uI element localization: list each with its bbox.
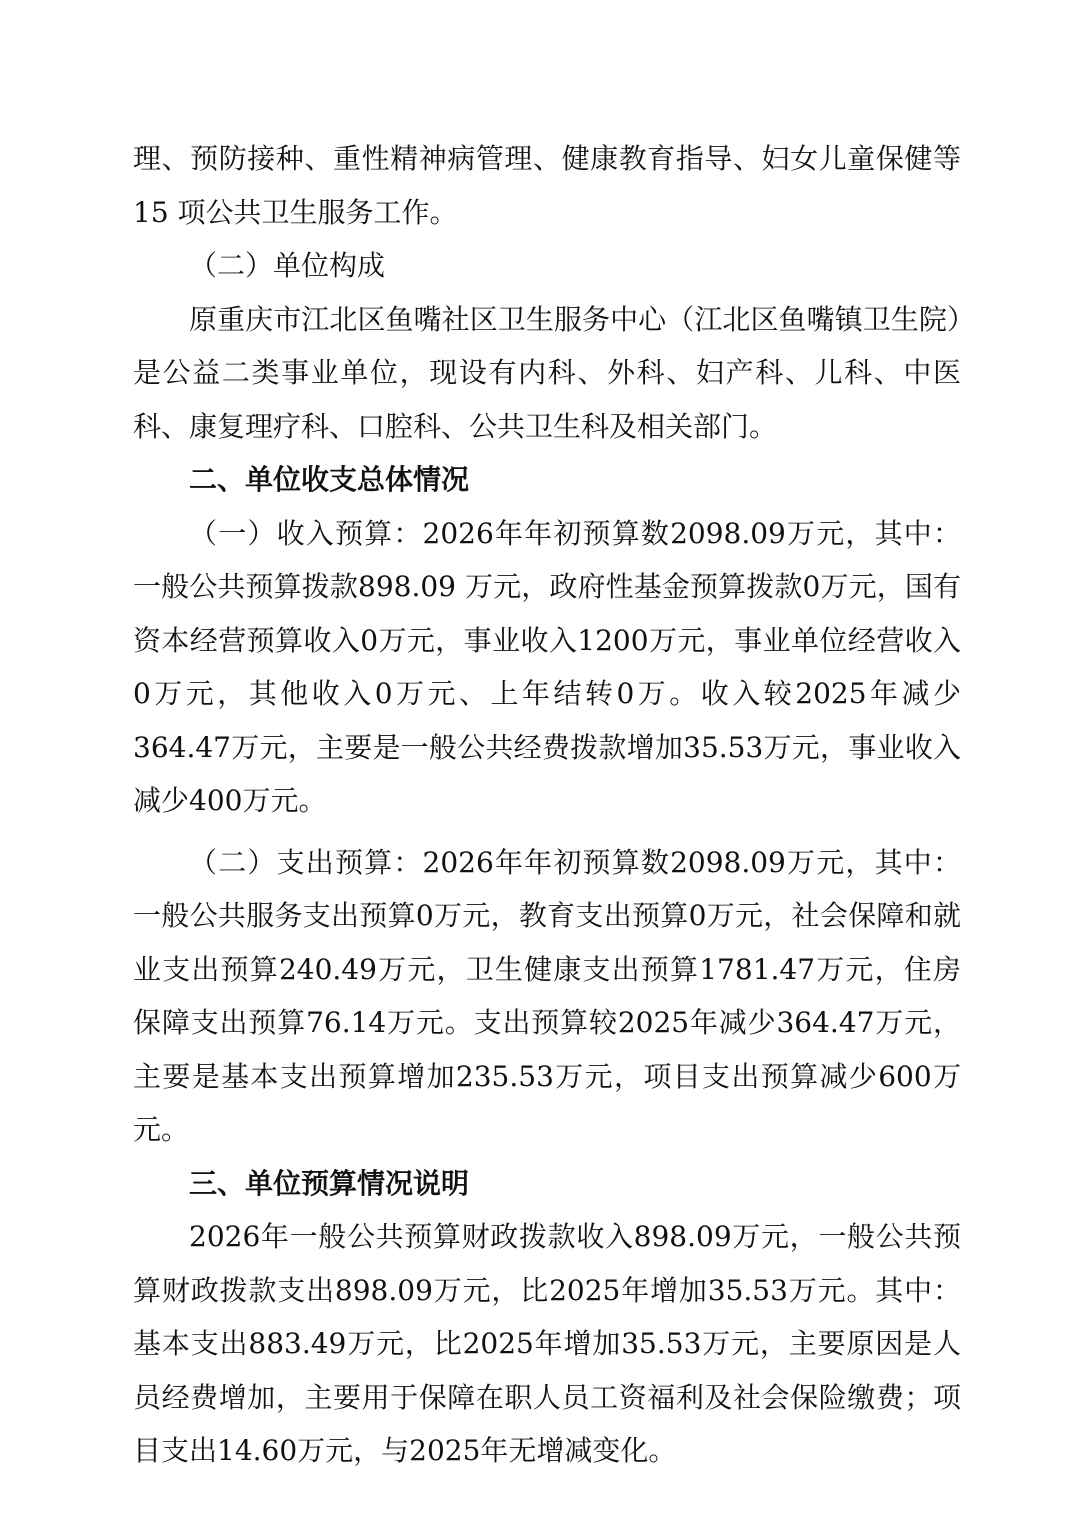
heading-budget-explanation: 三、单位预算情况说明 bbox=[189, 1166, 470, 1200]
subheading-unit-composition: （二）单位构成 bbox=[189, 249, 386, 282]
paragraph-income-budget: （一）收入预算：2026年年初预算数2098.09万元，其中：一般公共预算拨款898.09 万元，政府性基金预算拨款0万元，国有资本经营预算收入0万元，事业收入1200万元，事业单位经营收入0万元，其他收入0万元、上年结转0万。收入较2025年减少364.47万元，主要是一般公共经费拨款增加35.53万元，事业收入减少400万元。 bbox=[133, 516, 961, 817]
paragraph-unit-composition: 原重庆市江北区鱼嘴社区卫生服务中心（江北区鱼嘴镇卫生院）是公益二类事业单位，现设有内科、外科、妇产科、儿科、中医科、康复理疗科、口腔科、公共卫生科及相关部门。 bbox=[133, 302, 961, 443]
paragraph-public-health-services: 理、预防接种、重性精神病管理、健康教育指导、妇女儿童保健等 15 项公共卫生服务工作。 bbox=[133, 142, 961, 229]
paragraph-budget-explanation: 2026年一般公共预算财政拨款收入898.09万元，一般公共预算财政拨款支出898.09万元，比2025年增加35.53万元。其中：基本支出883.49万元，比2025年增加35.53万元，主要原因是人员经费增加，主要用于保障在职人员工资福利及社会保险缴费；项目支出14.60万元，与2025年无增减变化。 bbox=[133, 1220, 961, 1467]
document-page bbox=[133, 132, 961, 1478]
heading-revenue-expenditure-overview: 二、单位收支总体情况 bbox=[189, 463, 470, 496]
paragraph-expenditure-budget: （二）支出预算：2026年年初预算数2098.09万元，其中：一般公共服务支出预算0万元，教育支出预算0万元，社会保障和就业支出预算240.49万元，卫生健康支出预算1781.47万元，住房保障支出预算76.14万元。支出预算较2025年减少364.47万元，主要是基本支出预算增加235.53万元，项目支出预算减少600万元。 bbox=[133, 845, 961, 1146]
